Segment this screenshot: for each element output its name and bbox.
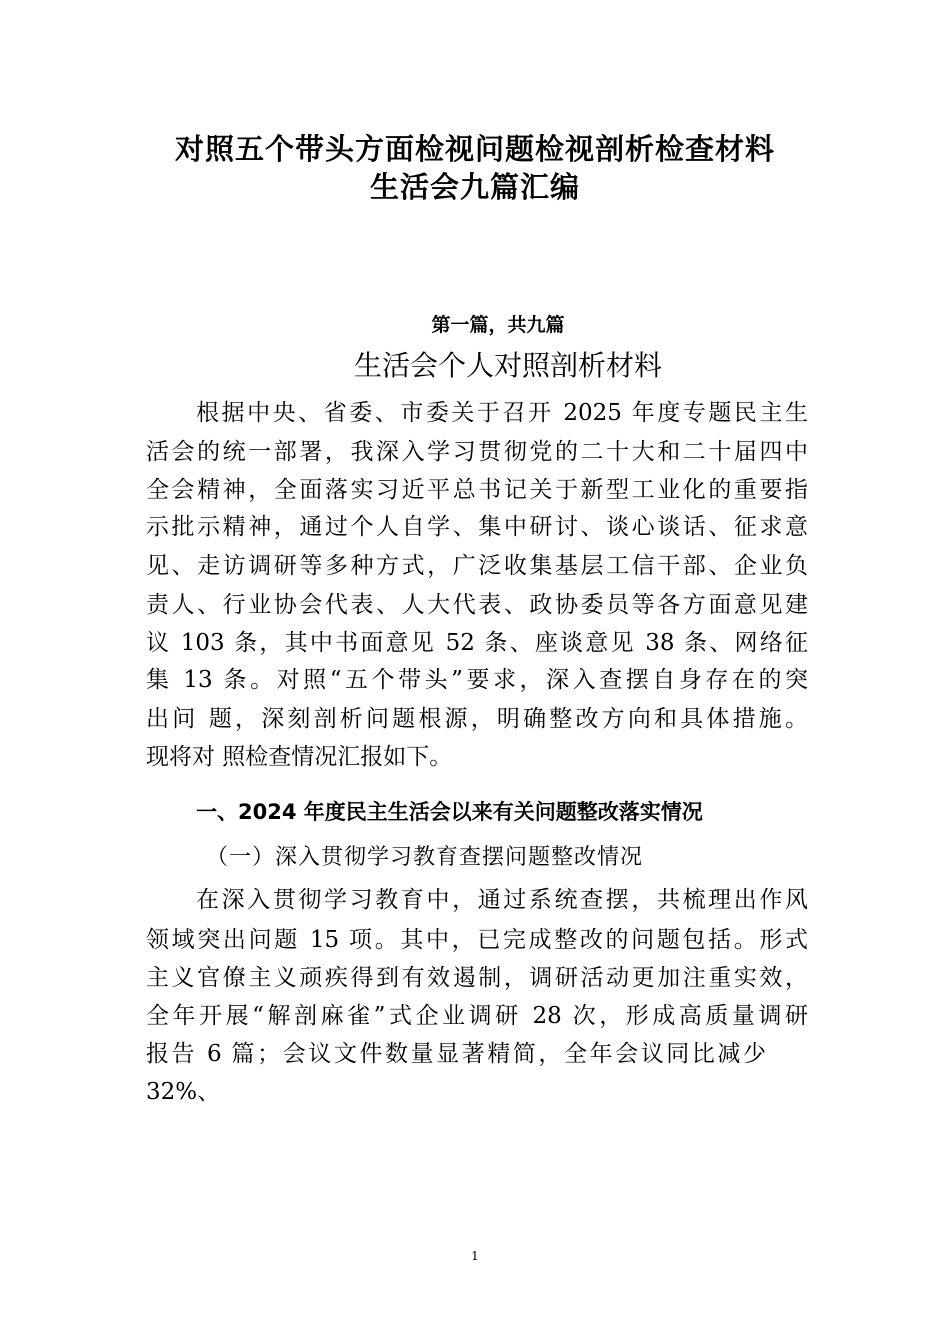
section-title: 生活会个人对照剖析材料 bbox=[353, 349, 662, 382]
paragraph-line: 领域突出问题 15 项。其中，已完成整改的问题包括。形式 bbox=[146, 927, 808, 953]
paragraph-line: 32%、 bbox=[146, 1079, 221, 1105]
paragraph-line: 全年开展“解剖麻雀”式企业调研 28 次，形成高质量调研 bbox=[146, 1003, 808, 1029]
subsection-heading-1: （一）深入贯彻学习教育查摆问题整改情况 bbox=[206, 845, 644, 870]
paragraph-line: 议 103 条，其中书面意见 52 条、座谈意见 38 条、网络征 bbox=[146, 630, 808, 656]
paragraph-line: 出问 题，深刻剖析问题根源，明确整改方向和具体措施。 bbox=[146, 706, 808, 732]
document-title-line-2: 生活会九篇汇编 bbox=[369, 170, 580, 204]
paragraph-line: 全会精神，全面落实习近平总书记关于新型工业化的重要指 bbox=[146, 477, 808, 503]
part-label: 第一篇，共九篇 bbox=[431, 314, 565, 336]
section-heading-1: 一、2024 年度民主生活会以来有关问题整改落实情况 bbox=[196, 800, 703, 824]
document-title-line-1: 对照五个带头方面检视问题检视剖析检查材料 bbox=[174, 132, 775, 166]
paragraph-line: 在深入贯彻学习教育中，通过系统查摆，共梳理出作风 bbox=[196, 887, 808, 913]
paragraph-line: 责人、行业协会代表、人大代表、政协委员等各方面意见建 bbox=[146, 592, 808, 618]
page-number: 1 bbox=[471, 1249, 479, 1263]
paragraph-line: 活会的统一部署，我深入学习贯彻党的二十大和二十届四中 bbox=[146, 439, 808, 465]
paragraph-line: 集 13 条。对照“五个带头”要求，深入查摆自身存在的突 bbox=[146, 667, 808, 693]
paragraph-line: 报告 6 篇；会议文件数量显著精简，全年会议同比减少 bbox=[146, 1041, 766, 1067]
paragraph-line: 主义官僚主义顽疾得到有效遏制，调研活动更加注重实效， bbox=[146, 965, 808, 991]
paragraph-line: 示批示精神，通过个人自学、集中研讨、谈心谈话、征求意 bbox=[146, 514, 808, 540]
paragraph-line: 见、走访调研等多种方式，广泛收集基层工信干部、企业负 bbox=[146, 553, 808, 579]
paragraph-line: 现将对 照检查情况汇报如下。 bbox=[146, 744, 453, 770]
paragraph-line: 根据中央、省委、市委关于召开 2025 年度专题民主生 bbox=[196, 400, 808, 426]
